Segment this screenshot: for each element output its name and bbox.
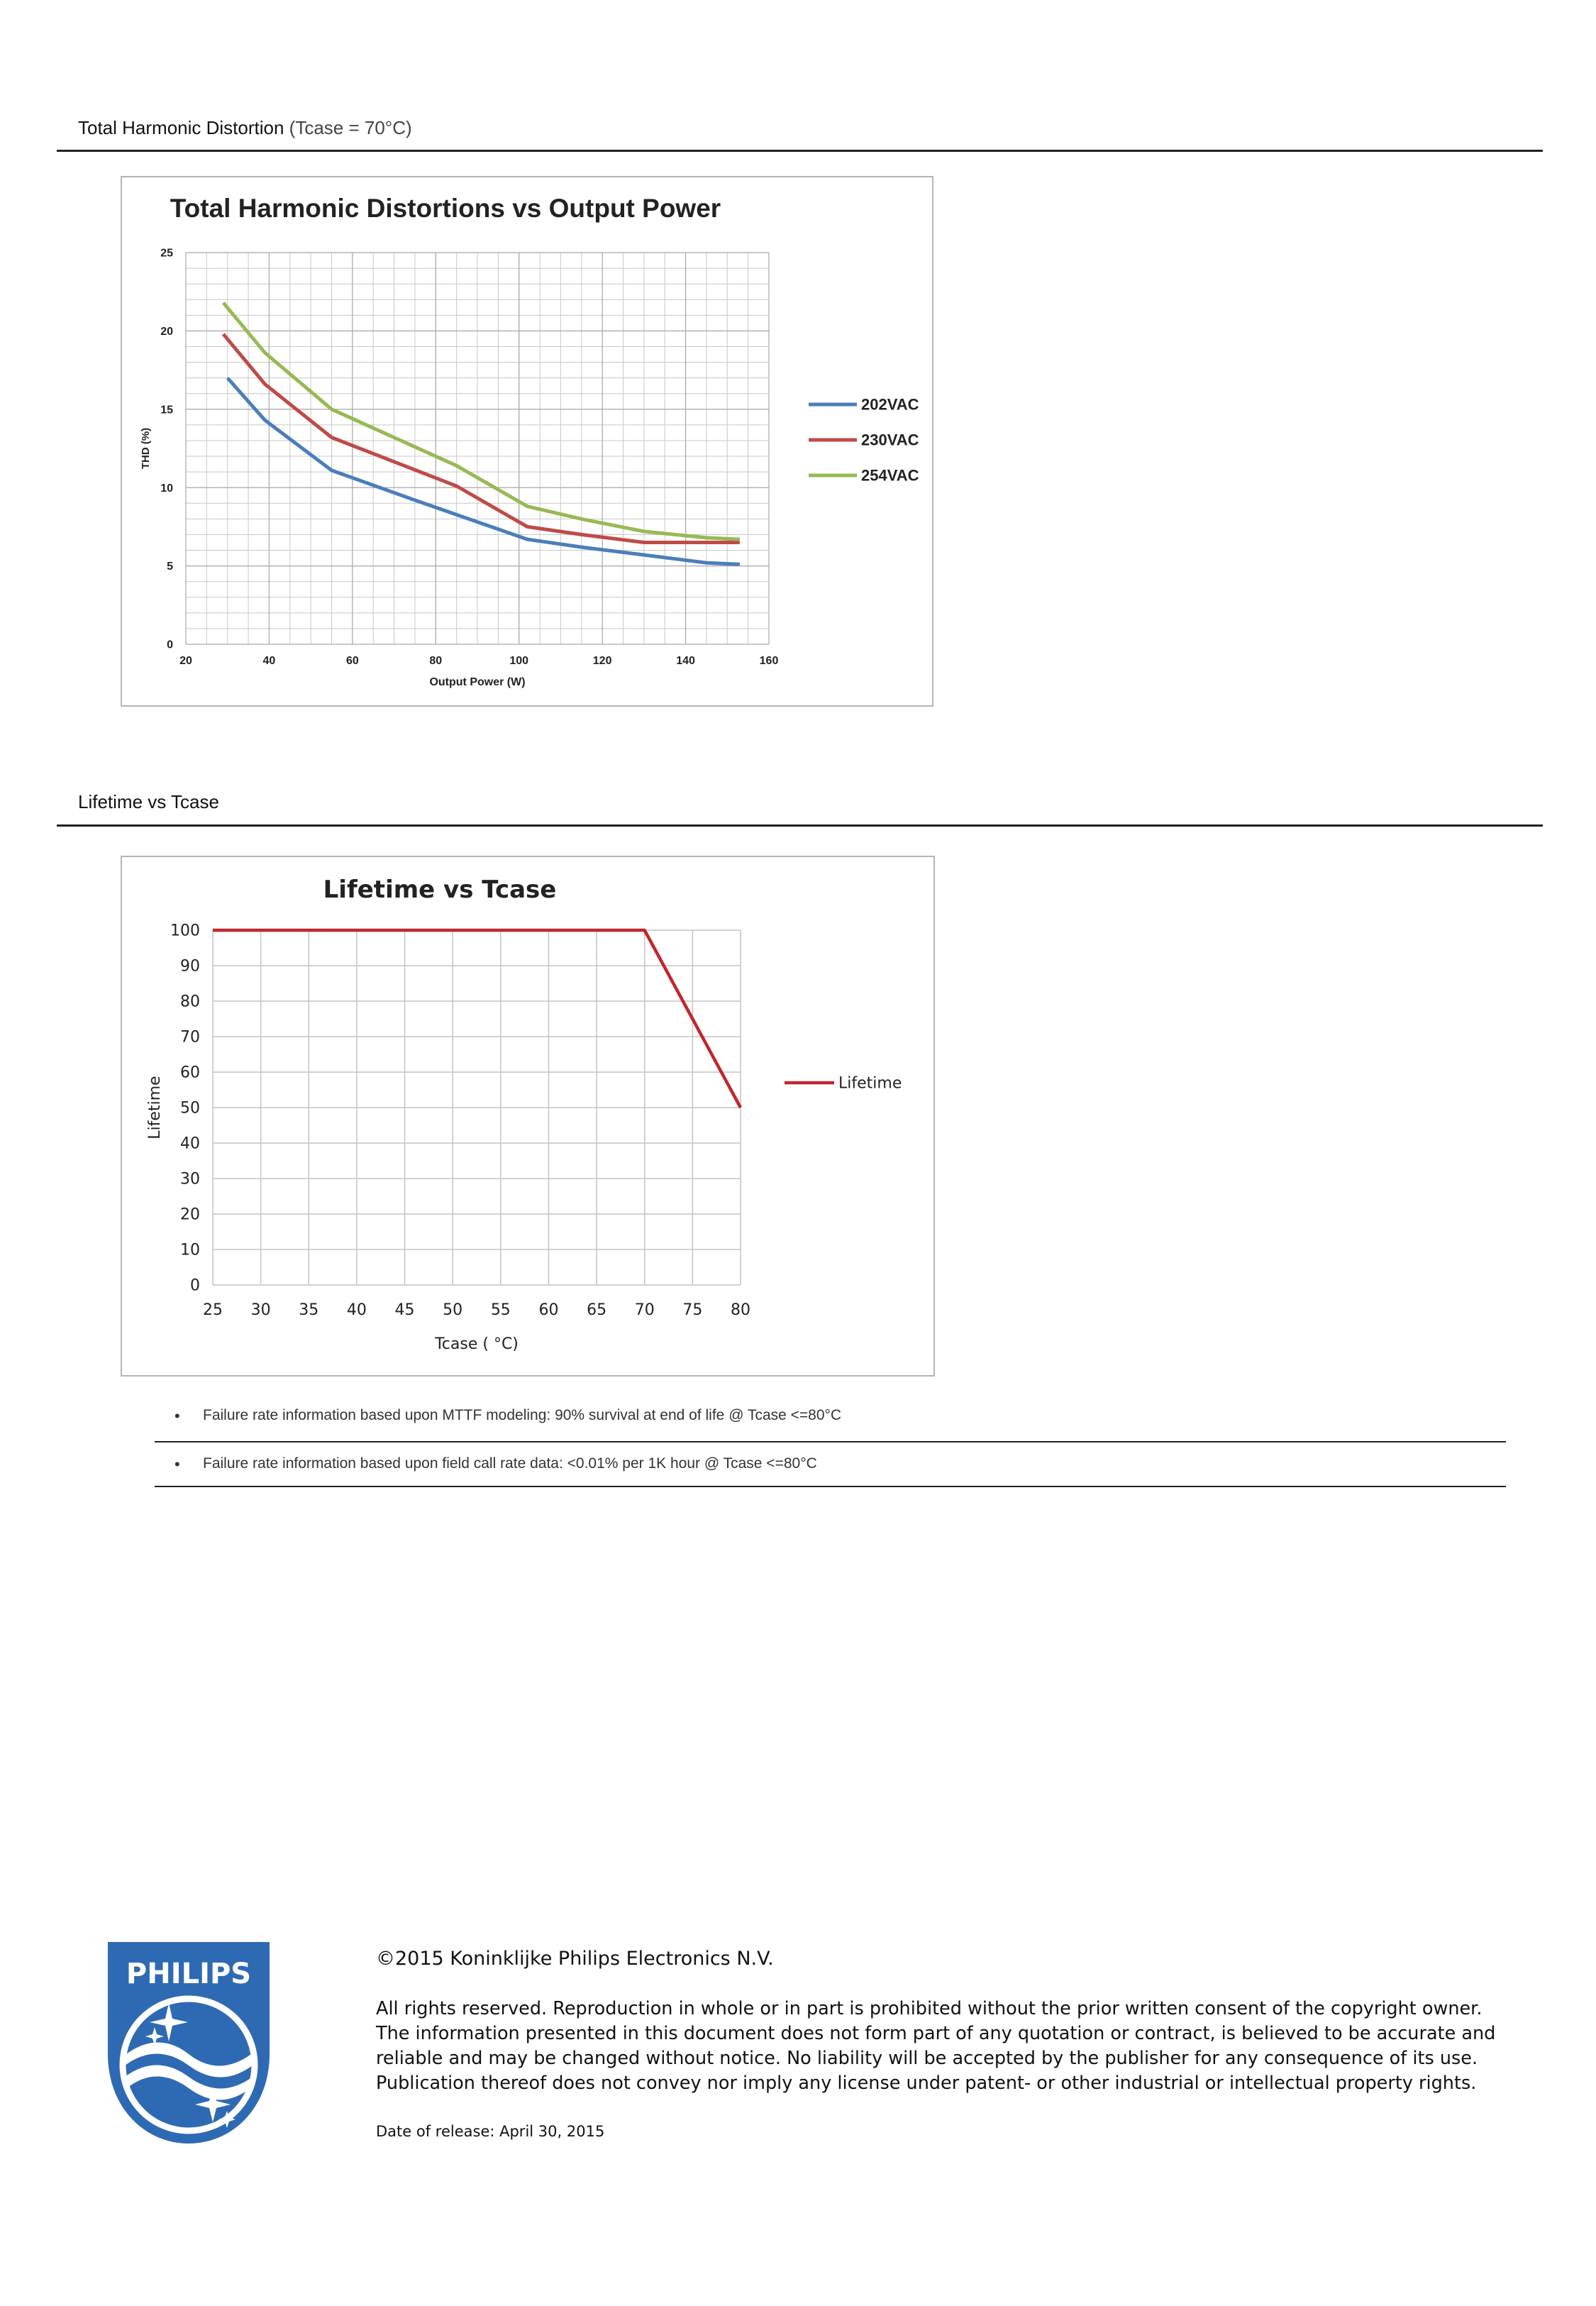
y-tick-label: 40 <box>180 1135 200 1153</box>
y-tick-label: 0 <box>167 639 173 651</box>
y-tick-label: 10 <box>160 482 173 495</box>
x-tick-label: 40 <box>262 655 276 667</box>
thd-chart-svg <box>122 177 932 705</box>
note-text: Failure rate information based upon field call rate data: <0.01% per 1K hour @ Tcase <=80°C <box>203 1455 817 1472</box>
y-tick-label: 20 <box>180 1206 200 1224</box>
chart-title: Total Harmonic Distortions vs Output Power <box>170 194 721 223</box>
lifetime-chart <box>121 856 935 1377</box>
legal-line: reliable and may be changed without notice. No liability will be accepted by the publisher for any consequence of its use. <box>376 2048 1478 2069</box>
philips-logo <box>106 1941 271 2148</box>
x-tick-label: 20 <box>179 655 192 667</box>
y-tick-label: 5 <box>167 561 173 573</box>
legend-label: Lifetime <box>838 1074 902 1093</box>
x-tick-label: 80 <box>429 655 443 667</box>
x-tick-label: 160 <box>759 655 779 667</box>
note-divider <box>155 1486 1506 1487</box>
series-line <box>223 334 740 543</box>
note-divider <box>155 1441 1506 1442</box>
x-tick-label: 30 <box>250 1301 271 1319</box>
legal-text <box>376 1997 1511 2096</box>
lifetime-chart-svg <box>122 857 933 1375</box>
x-tick-label: 65 <box>587 1301 607 1319</box>
lifetime-section-rule <box>57 824 1543 827</box>
chart-title: Lifetime vs Tcase <box>323 876 557 904</box>
x-tick-label: 55 <box>490 1301 511 1319</box>
x-tick-label: 60 <box>345 655 359 667</box>
x-tick-label: 75 <box>682 1301 703 1319</box>
x-tick-label: 70 <box>634 1301 655 1319</box>
note-text: Failure rate information based upon MTTF modeling: 90% survival at end of life @ Tcase <=80°C <box>203 1407 842 1423</box>
footer-text <box>376 1948 1511 2140</box>
legal-line: The information presented in this document does not form part of any quotation or contract, is believed to be accurate and <box>376 2023 1496 2044</box>
legend-label: 254VAC <box>861 466 919 485</box>
x-tick-label: 140 <box>676 655 695 667</box>
lifetime-title: Lifetime vs Tcase <box>78 791 219 812</box>
thd-section-rule <box>57 150 1543 152</box>
y-axis-label: Lifetime <box>146 1076 164 1140</box>
x-tick-label: 35 <box>299 1301 319 1319</box>
y-tick-label: 15 <box>160 404 173 416</box>
x-tick-label: 100 <box>509 655 529 667</box>
y-axis-label: THD (%) <box>140 427 152 470</box>
bullet-icon: • <box>174 1455 180 1473</box>
legal-line: All rights reserved. Reproduction in whole or in part is prohibited without the prior written consent of the copyright owner. <box>376 1998 1483 2019</box>
legal-line: Publication thereof does not convey nor imply any license under patent- or other industrial or intellectual property rights. <box>376 2073 1477 2094</box>
x-axis-label: Tcase ( °C) <box>435 1335 519 1353</box>
philips-shield-icon <box>106 1941 271 2145</box>
y-tick-label: 100 <box>170 922 200 940</box>
series-line <box>228 378 740 565</box>
y-tick-label: 30 <box>180 1170 200 1188</box>
thd-chart <box>121 176 933 707</box>
x-tick-label: 45 <box>394 1301 415 1319</box>
legend-label: 202VAC <box>861 395 919 414</box>
y-tick-label: 0 <box>190 1276 200 1295</box>
thd-title: Total Harmonic Distortion <box>78 117 284 138</box>
y-tick-label: 20 <box>160 326 173 338</box>
x-tick-label: 25 <box>203 1301 223 1319</box>
y-tick-label: 10 <box>180 1241 200 1259</box>
x-tick-label: 60 <box>538 1301 559 1319</box>
y-tick-label: 90 <box>180 957 200 976</box>
x-tick-label: 40 <box>346 1301 367 1319</box>
x-tick-label: 50 <box>443 1301 463 1319</box>
y-tick-label: 80 <box>180 993 200 1011</box>
x-tick-label: 120 <box>592 655 612 667</box>
legend-label: 230VAC <box>861 431 919 449</box>
logo-text: PHILIPS <box>126 1958 252 1990</box>
series-line <box>223 303 740 539</box>
lifetime-section-title <box>78 791 219 813</box>
y-tick-label: 25 <box>160 247 173 260</box>
copyright-text: ©2015 Koninklijke Philips Electronics N.V. <box>376 1948 774 1970</box>
bullet-icon: • <box>174 1407 180 1425</box>
x-axis-label: Output Power (W) <box>429 676 526 688</box>
thd-section-title <box>78 117 412 139</box>
y-tick-label: 60 <box>180 1064 200 1082</box>
y-tick-label: 70 <box>180 1028 200 1047</box>
release-date: Date of release: April 30, 2015 <box>376 2123 605 2140</box>
x-tick-label: 80 <box>731 1301 750 1319</box>
series-line <box>213 930 741 1108</box>
y-tick-label: 50 <box>180 1099 200 1118</box>
thd-subtitle: (Tcase = 70°C) <box>289 117 412 138</box>
